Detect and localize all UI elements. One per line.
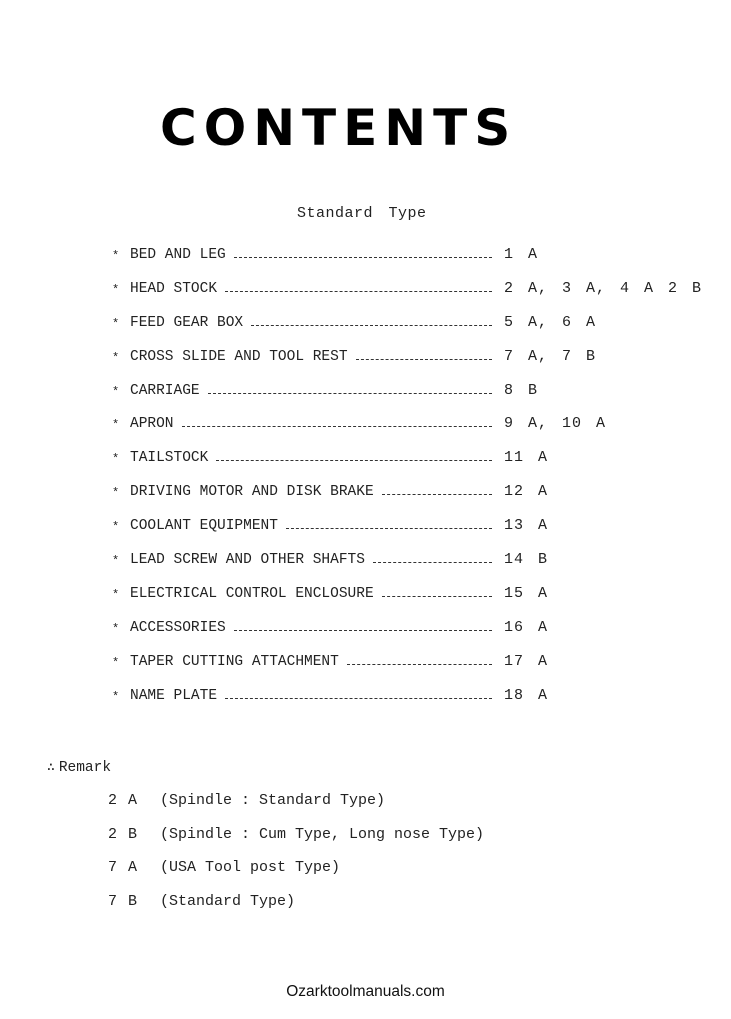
toc-entry-pages: 5 A, 6 A bbox=[504, 313, 597, 331]
toc-entry bbox=[108, 349, 718, 383]
toc-entry bbox=[108, 518, 718, 552]
dash-leader bbox=[234, 257, 492, 258]
toc-entry bbox=[108, 450, 718, 484]
bullet-asterisk: * bbox=[112, 520, 120, 535]
toc-entry bbox=[108, 383, 718, 417]
toc-entry-pages: 9 A, 10 A bbox=[504, 415, 607, 433]
toc-entry-pages: 14 B bbox=[504, 551, 549, 569]
dash-leader bbox=[382, 596, 492, 597]
table-of-contents bbox=[108, 247, 718, 721]
page-title: CONTENTS bbox=[160, 99, 518, 157]
remark-heading bbox=[47, 760, 111, 776]
toc-entry-pages: 1 A bbox=[504, 246, 539, 263]
remark-code: 7 A bbox=[108, 859, 139, 876]
remark-description: (Standard Type) bbox=[160, 892, 296, 910]
toc-entry bbox=[108, 247, 718, 281]
toc-entry-pages: 7 A, 7 B bbox=[504, 347, 597, 365]
remark-code: 2 A bbox=[108, 792, 139, 809]
toc-entry-pages: 15 A bbox=[504, 584, 549, 602]
toc-entry-pages: 17 A bbox=[504, 652, 549, 670]
remark-code: 2 B bbox=[108, 825, 139, 843]
bullet-asterisk: * bbox=[112, 655, 120, 670]
toc-entry-label: APRON bbox=[130, 416, 174, 433]
toc-entry bbox=[108, 552, 718, 586]
subtitle: Standard Type bbox=[297, 205, 427, 222]
toc-entry bbox=[108, 315, 718, 349]
bullet-asterisk: * bbox=[112, 452, 120, 467]
bullet-asterisk: * bbox=[112, 689, 120, 704]
bullet-asterisk: * bbox=[112, 621, 120, 636]
footer-website: Ozarktoolmanuals.com bbox=[286, 983, 445, 1000]
dash-leader bbox=[182, 426, 492, 427]
remark-heading-text: Remark bbox=[58, 760, 112, 776]
toc-entry-label: DRIVING MOTOR AND DISK BRAKE bbox=[130, 484, 374, 501]
bullet-asterisk: * bbox=[112, 350, 120, 365]
toc-entry-label: ACCESSORIES bbox=[130, 619, 226, 636]
toc-entry bbox=[108, 416, 718, 450]
toc-entry-label: BED AND LEG bbox=[130, 247, 226, 263]
bullet-asterisk: * bbox=[112, 418, 120, 433]
toc-entry-label: LEAD SCREW AND OTHER SHAFTS bbox=[130, 552, 365, 569]
toc-entry-pages: 18 A bbox=[504, 686, 549, 704]
toc-entry-label: TAPER CUTTING ATTACHMENT bbox=[130, 653, 339, 670]
toc-entry-label: ELECTRICAL CONTROL ENCLOSURE bbox=[130, 585, 374, 602]
toc-entry-pages: 16 A bbox=[504, 618, 549, 636]
toc-entry bbox=[108, 654, 718, 688]
dash-leader bbox=[208, 393, 492, 394]
remark-description: (USA Tool post Type) bbox=[160, 859, 341, 876]
dash-leader bbox=[347, 664, 492, 665]
dash-leader bbox=[225, 291, 492, 292]
toc-entry-pages: 11 A bbox=[504, 449, 549, 467]
toc-entry-pages: 2 A, 3 A, 4 A 2 B bbox=[504, 279, 703, 297]
dash-leader bbox=[373, 562, 492, 563]
remark-description: (Spindle : Cum Type, Long nose Type) bbox=[160, 825, 485, 843]
bullet-asterisk: * bbox=[112, 587, 120, 602]
bullet-asterisk: * bbox=[112, 316, 120, 331]
toc-entry-label: CARRIAGE bbox=[130, 382, 200, 399]
toc-entry bbox=[108, 484, 718, 518]
toc-entry bbox=[108, 688, 718, 722]
remark-code: 7 B bbox=[108, 892, 139, 910]
dash-leader bbox=[286, 528, 492, 529]
dash-leader bbox=[356, 359, 492, 360]
toc-entry-label: FEED GEAR BOX bbox=[130, 314, 244, 331]
bullet-asterisk: * bbox=[112, 486, 120, 501]
dash-leader bbox=[234, 630, 492, 631]
dash-leader bbox=[251, 325, 492, 326]
toc-entry bbox=[108, 281, 718, 315]
dash-leader bbox=[225, 698, 492, 699]
toc-entry-label: NAME PLATE bbox=[130, 687, 218, 704]
toc-entry-label: CROSS SLIDE AND TOOL REST bbox=[130, 348, 348, 365]
toc-entry bbox=[108, 620, 718, 654]
toc-entry-label: COOLANT EQUIPMENT bbox=[130, 518, 278, 535]
bullet-asterisk: * bbox=[112, 282, 120, 297]
toc-entry-label: TAILSTOCK bbox=[130, 450, 209, 467]
remark-description: (Spindle : Standard Type) bbox=[160, 792, 386, 809]
toc-entry-label: HEAD STOCK bbox=[130, 280, 218, 297]
dash-leader bbox=[382, 494, 492, 495]
dash-leader bbox=[216, 460, 492, 461]
therefore-symbol: ∴ bbox=[47, 760, 55, 775]
toc-entry-pages: 13 A bbox=[504, 517, 549, 535]
bullet-asterisk: * bbox=[112, 384, 120, 399]
toc-entry bbox=[108, 586, 718, 620]
toc-entry-pages: 8 B bbox=[504, 381, 539, 399]
toc-entry-pages: 12 A bbox=[504, 483, 549, 501]
bullet-asterisk: * bbox=[112, 249, 120, 263]
bullet-asterisk: * bbox=[112, 554, 120, 569]
